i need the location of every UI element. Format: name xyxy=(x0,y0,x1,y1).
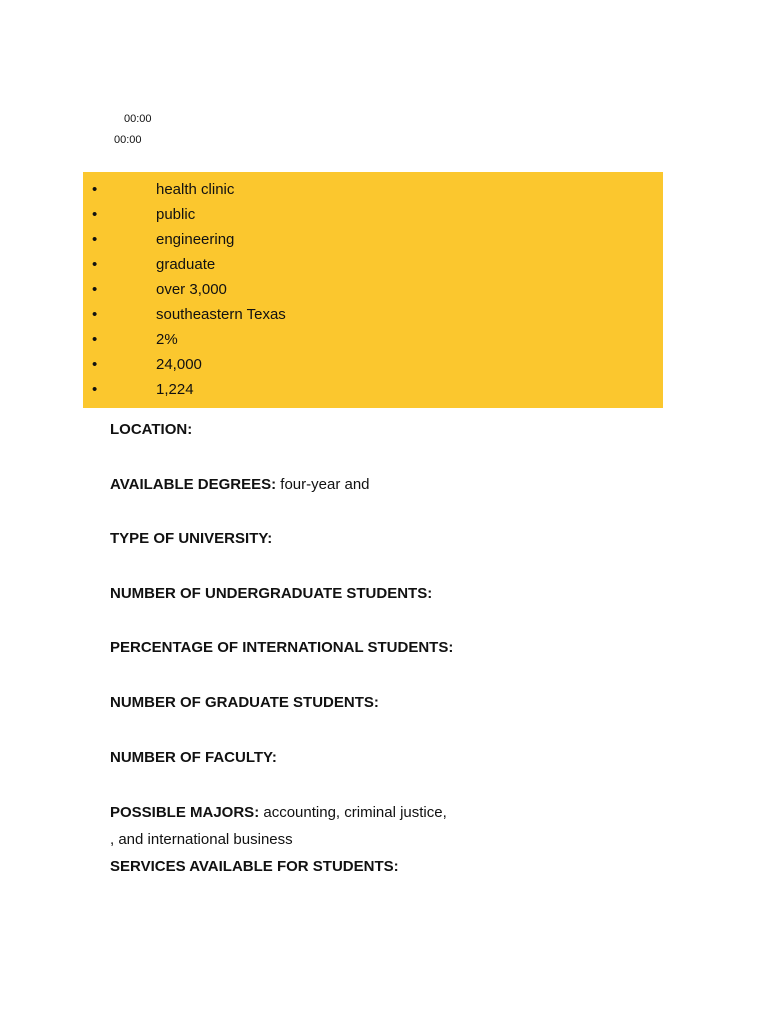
list-item xyxy=(83,305,663,330)
bullet-icon: • xyxy=(92,256,98,273)
word-bank-item: over 3,000 xyxy=(156,281,227,298)
list-item xyxy=(83,255,663,280)
timer-display-1: 00:00 xyxy=(124,113,152,125)
bullet-icon: • xyxy=(92,306,98,323)
question-label: TYPE OF UNIVERSITY: xyxy=(110,530,273,547)
list-item xyxy=(83,180,663,205)
bullet-icon: • xyxy=(92,381,98,398)
bullet-icon: • xyxy=(92,281,98,298)
list-item xyxy=(83,230,663,255)
list-item xyxy=(83,205,663,230)
question-degrees xyxy=(110,475,370,495)
word-bank-item: public xyxy=(156,206,196,223)
word-bank-item: 24,000 xyxy=(156,356,202,373)
question-type xyxy=(110,529,272,549)
bullet-icon: • xyxy=(92,206,98,223)
word-bank-item: engineering xyxy=(156,231,235,248)
question-label: SERVICES AVAILABLE FOR STUDENTS: xyxy=(110,858,399,875)
question-label: NUMBER OF UNDERGRADUATE STUDENTS: xyxy=(110,585,433,602)
question-label: NUMBER OF GRADUATE STUDENTS: xyxy=(110,694,379,711)
timer-display-2: 00:00 xyxy=(114,134,142,146)
word-bank-item: southeastern Texas xyxy=(156,306,286,323)
question-international xyxy=(110,638,453,658)
bullet-icon: • xyxy=(92,331,98,348)
question-undergrad xyxy=(110,584,432,604)
word-bank-list xyxy=(83,172,663,405)
question-label: NUMBER OF FACULTY: xyxy=(110,749,277,766)
list-item xyxy=(83,330,663,355)
list-item xyxy=(83,280,663,305)
answer-blank[interactable]: four-year and xyxy=(276,476,370,493)
bullet-icon: • xyxy=(92,356,98,373)
word-bank xyxy=(83,172,663,408)
question-grad xyxy=(110,693,379,713)
word-bank-item: 1,224 xyxy=(156,381,194,398)
word-bank-item: graduate xyxy=(156,256,216,273)
question-label: POSSIBLE MAJORS: xyxy=(110,804,260,821)
list-item xyxy=(83,380,663,405)
question-majors-continuation: , and international business xyxy=(110,831,293,848)
question-label: LOCATION: xyxy=(110,421,193,438)
word-bank-item: health clinic xyxy=(156,181,235,198)
word-bank-item: 2% xyxy=(156,331,178,348)
answer-blank[interactable]: accounting, criminal justice, xyxy=(259,804,447,821)
list-item xyxy=(83,355,663,380)
bullet-icon: • xyxy=(92,181,98,198)
bullet-icon: • xyxy=(92,231,98,248)
question-label: AVAILABLE DEGREES: xyxy=(110,476,277,493)
question-label: PERCENTAGE OF INTERNATIONAL STUDENTS: xyxy=(110,639,454,656)
question-faculty xyxy=(110,748,277,768)
question-location xyxy=(110,420,192,440)
question-services xyxy=(110,857,399,877)
question-majors xyxy=(110,803,447,823)
